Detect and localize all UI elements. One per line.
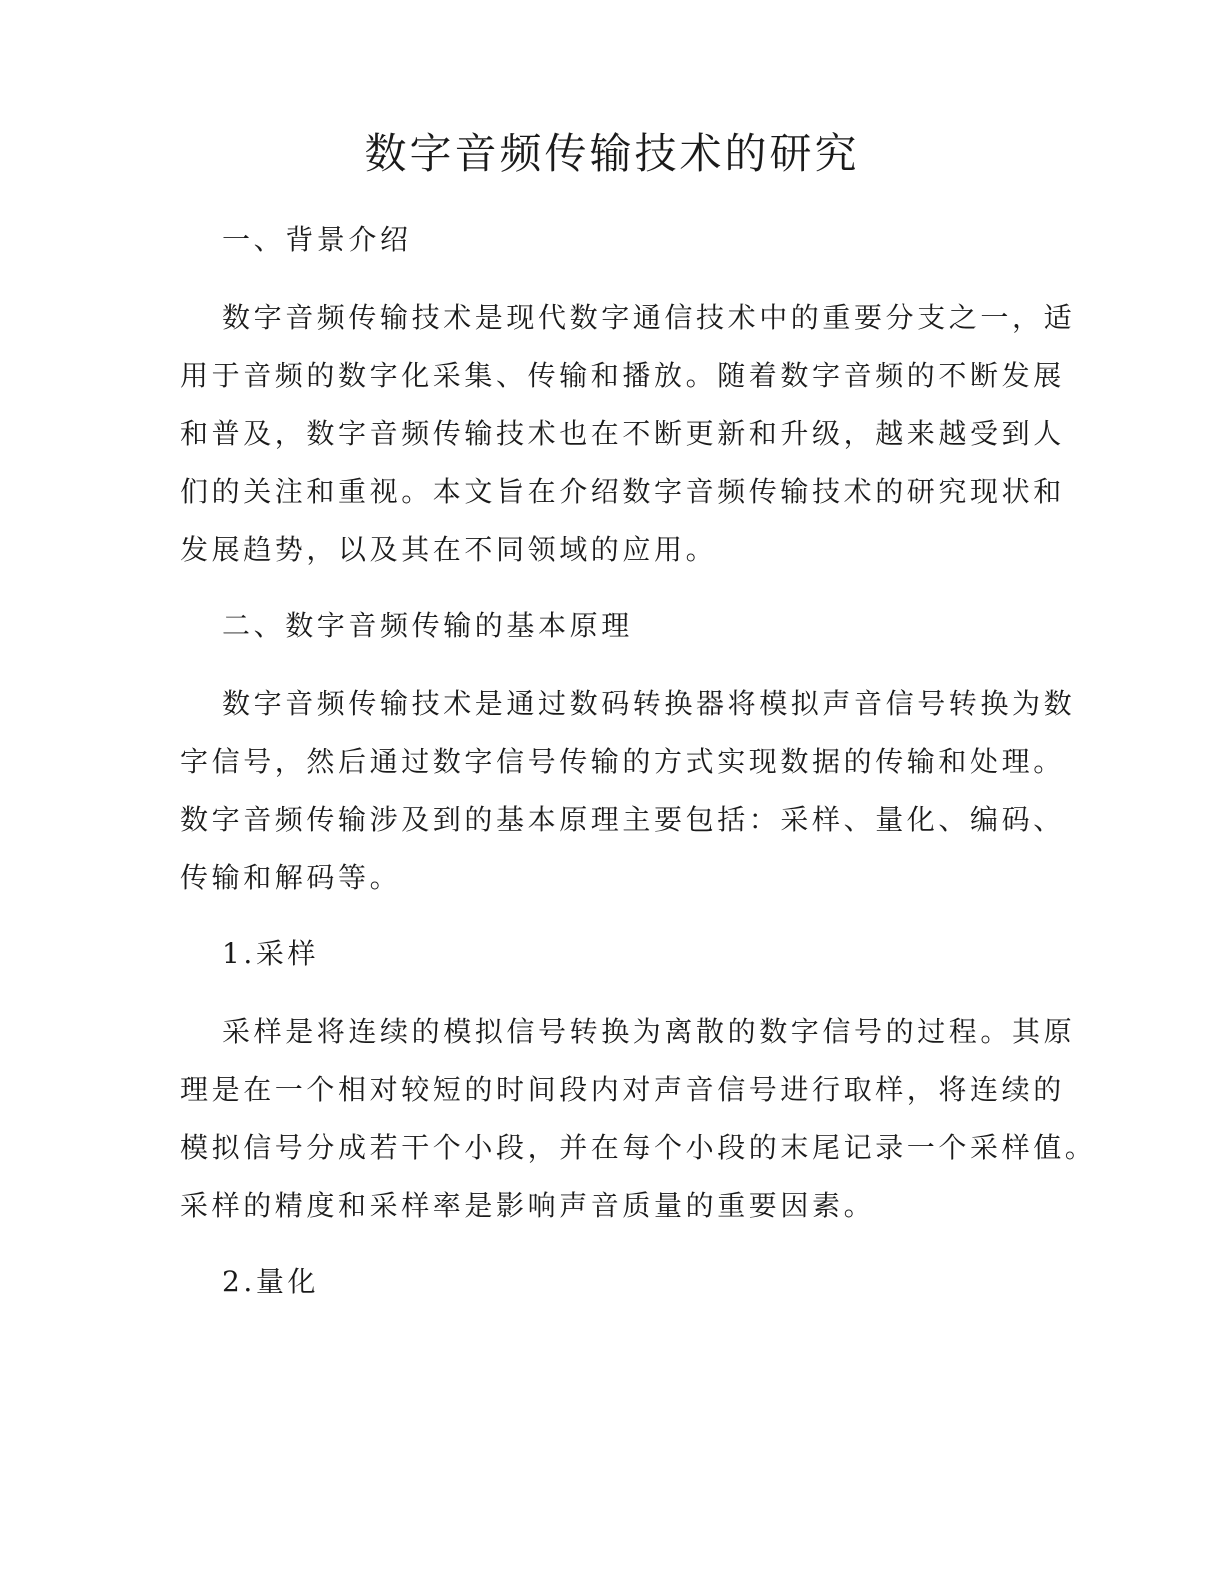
paragraph-line: 们的关注和重视。本文旨在介绍数字音频传输技术的研究现状和	[180, 475, 1065, 508]
paragraph-line: 和普及，数字音频传输技术也在不断更新和升级，越来越受到人	[180, 417, 1065, 450]
paragraph-line: 数字音频传输技术是通过数码转换器将模拟声音信号转换为数	[222, 687, 1076, 720]
paragraph-line: 发展趋势，以及其在不同领域的应用。	[180, 533, 718, 566]
paragraph-line: 模拟信号分成若干个小段，并在每个小段的末尾记录一个采样值。	[180, 1131, 1097, 1164]
subsection-heading-quantization: 2.量化	[222, 1265, 320, 1298]
section-heading-background: 一、背景介绍	[222, 223, 412, 256]
paragraph-line: 数字音频传输技术是现代数字通信技术中的重要分支之一，适	[222, 301, 1076, 334]
document-title: 数字音频传输技术的研究	[364, 129, 860, 178]
subsection-heading-sampling: 1.采样	[222, 937, 320, 970]
paragraph-line: 字信号，然后通过数字信号传输的方式实现数据的传输和处理。	[180, 745, 1065, 778]
section-heading-principles: 二、数字音频传输的基本原理	[222, 609, 633, 642]
paragraph-line: 理是在一个相对较短的时间段内对声音信号进行取样，将连续的	[180, 1073, 1065, 1106]
paragraph-line: 采样的精度和采样率是影响声音质量的重要因素。	[180, 1189, 876, 1222]
paragraph-line: 采样是将连续的模拟信号转换为离散的数字信号的过程。其原	[222, 1015, 1076, 1048]
paragraph-line: 数字音频传输涉及到的基本原理主要包括：采样、量化、编码、	[180, 803, 1065, 836]
paragraph-line: 用于音频的数字化采集、传输和播放。随着数字音频的不断发展	[180, 359, 1065, 392]
paragraph-line: 传输和解码等。	[180, 861, 402, 894]
